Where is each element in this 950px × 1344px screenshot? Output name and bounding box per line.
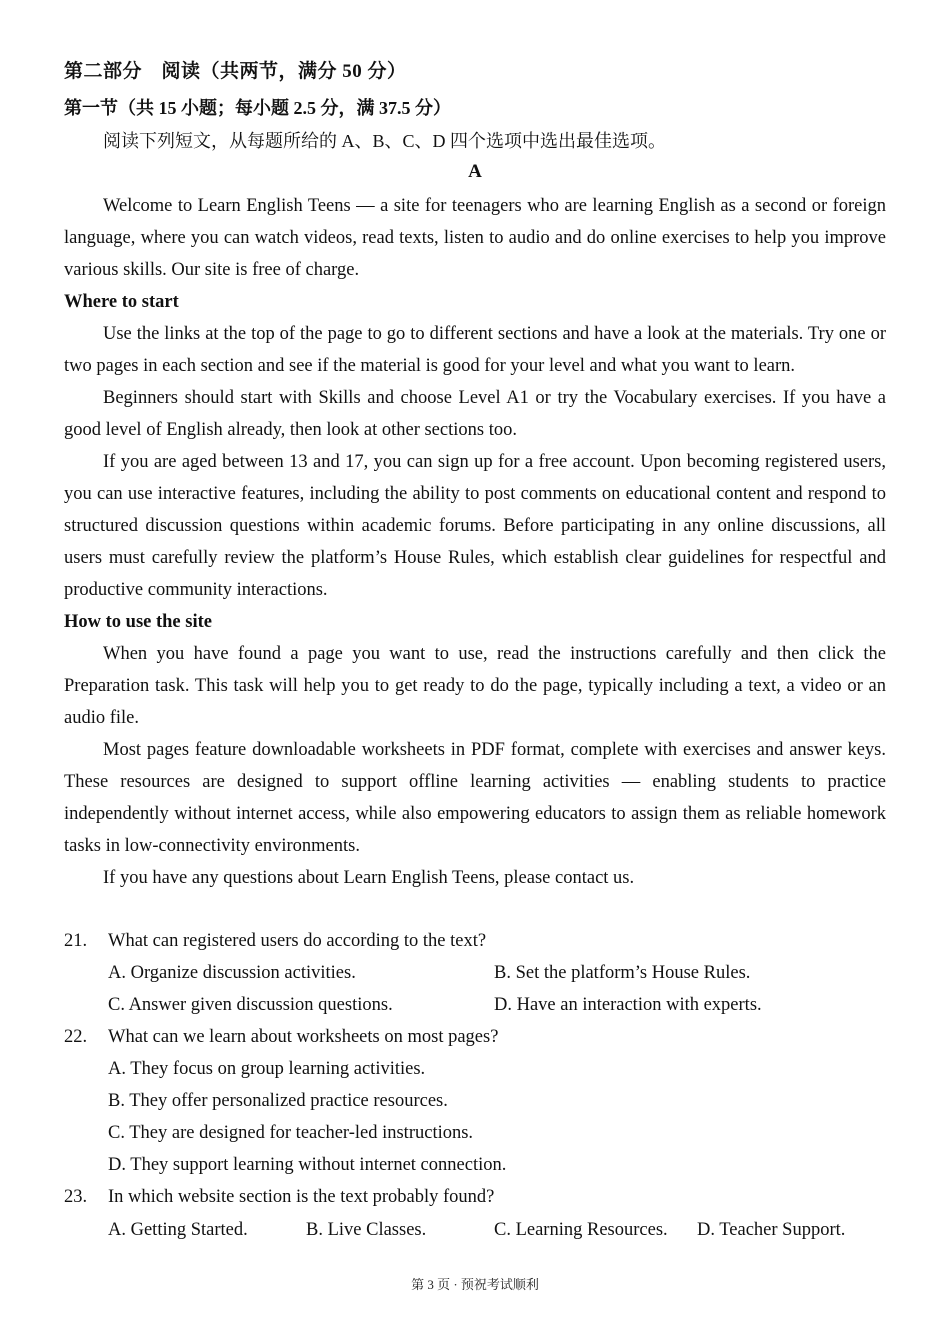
passage-title: A	[468, 161, 482, 182]
option-23-a[interactable]: A. Getting Started.	[108, 1220, 248, 1240]
question-21	[64, 931, 486, 952]
passage-paragraph: Welcome to Learn English Teens — a site for teenagers who are learning English as a second or foreign language, where you can watch videos, read texts, listen to audio and do online exercises to help you improve various skills. Our site is free of charge.	[64, 196, 886, 280]
question-22	[64, 1027, 498, 1048]
option-22-c[interactable]: C. They are designed for teacher-led instructions.	[108, 1123, 474, 1143]
option-22-b[interactable]: B. They offer personalized practice resources.	[108, 1091, 448, 1111]
question-23	[64, 1187, 494, 1208]
passage-paragraph: Use the links at the top of the page to go to different sections and have a look at the materials. Try one or two pages in each section and see if the material is good for your level and what you want to learn.	[64, 324, 886, 376]
page-footer: 第 3 页 · 预祝考试顺利	[411, 1277, 539, 1292]
instruction: 阅读下列短文，从每题所给的 A、B、C、D 四个选项中选出最佳选项。	[103, 131, 667, 151]
option-21-a[interactable]: A. Organize discussion activities.	[108, 963, 356, 983]
passage-paragraph: If you have any questions about Learn English Teens, please contact us.	[103, 868, 635, 888]
passage-body	[64, 190, 886, 894]
section-title: 第一节（共 15 小题；每小题 2.5 分，满 37.5 分）	[64, 98, 451, 118]
option-21-b[interactable]: B. Set the platform’s House Rules.	[494, 963, 751, 983]
option-23-b[interactable]: B. Live Classes.	[306, 1220, 427, 1240]
option-23-d[interactable]: D. Teacher Support.	[697, 1220, 846, 1240]
question-number: 22.	[64, 1027, 88, 1047]
subheading-how-to-use: How to use the site	[64, 612, 212, 632]
passage-paragraph: Most pages feature downloadable worksheets in PDF format, complete with exercises and answer keys. These resources are designed to support offline learning activities — enabling students to practice independently without internet access, while also empowering educators to assign them as reliable homework tasks in low-connectivity environments.	[64, 740, 886, 856]
question-number: 21.	[64, 931, 88, 951]
option-23-c[interactable]: C. Learning Resources.	[494, 1220, 668, 1240]
option-22-d[interactable]: D. They support learning without internet connection.	[108, 1155, 507, 1175]
passage-paragraph: If you are aged between 13 and 17, you can sign up for a free account. Upon becoming registered users, you can use interactive features, including the ability to post comments on educational content and respond to structured discussion questions within academic forums. Before participating in any online discussions, all users must carefully review the platform’s House Rules, which establish clear guidelines for respectful and productive community interactions.	[64, 452, 886, 600]
question-number: 23.	[64, 1187, 88, 1207]
option-21-d[interactable]: D. Have an interaction with experts.	[494, 995, 762, 1015]
question-text: What can registered users do according to the text?	[108, 931, 487, 951]
question-text: In which website section is the text probably found?	[108, 1187, 495, 1207]
question-text: What can we learn about worksheets on most pages?	[108, 1027, 499, 1047]
option-21-c[interactable]: C. Answer given discussion questions.	[108, 995, 393, 1015]
subheading-where-to-start: Where to start	[64, 292, 179, 312]
passage-paragraph: When you have found a page you want to use, read the instructions carefully and then click the Preparation task. This task will help you to get ready to do the page, typically including a text, a video or an audio file.	[64, 644, 886, 728]
part-title: 第二部分 阅读（共两节，满分 50 分）	[64, 61, 407, 82]
passage-paragraph: Beginners should start with Skills and choose Level A1 or try the Vocabulary exercises. If you have a good level of English already, then look at other sections too.	[64, 388, 886, 440]
option-22-a[interactable]: A. They focus on group learning activities.	[108, 1059, 426, 1079]
